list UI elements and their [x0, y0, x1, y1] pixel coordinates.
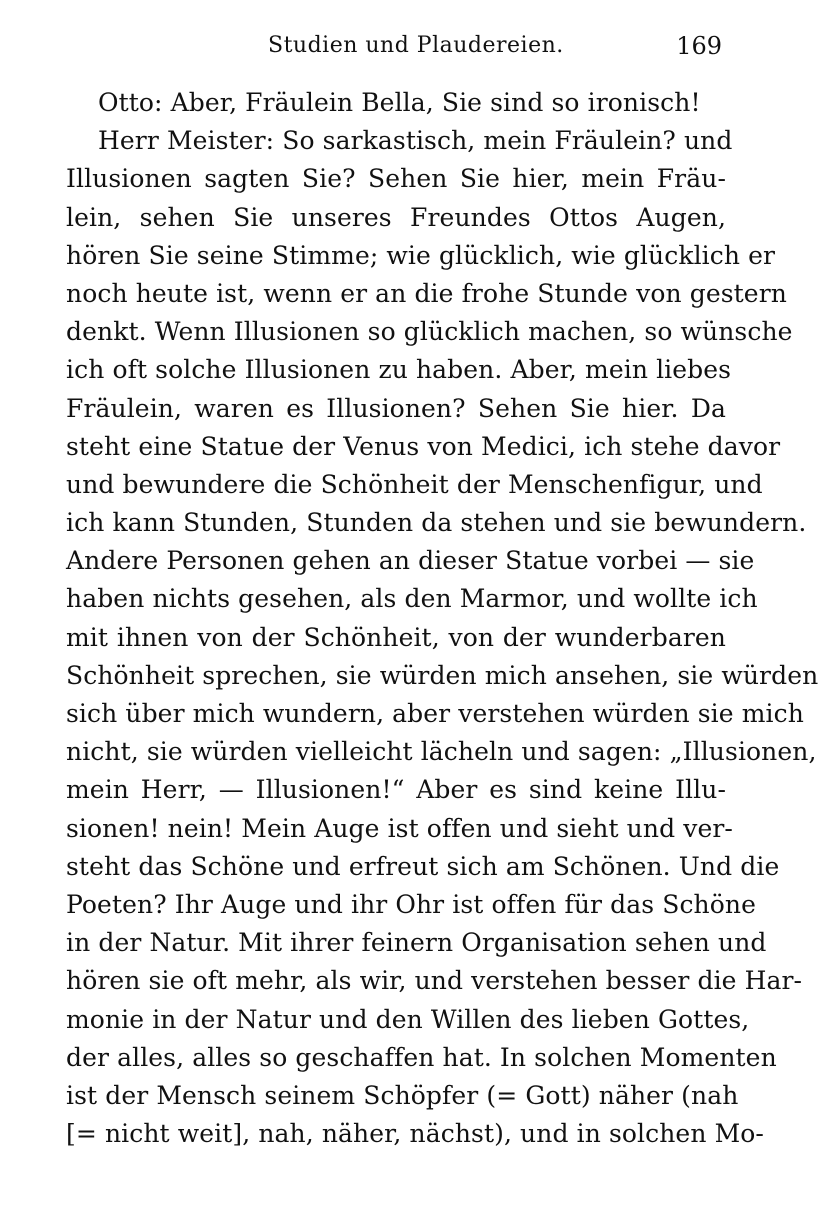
text-line: Fräulein, waren es Illusionen? Sehen Sie hier. Da: [66, 393, 726, 423]
text-line: ich oft solche Illusionen zu haben. Aber, mein liebes: [66, 355, 732, 385]
text-line: haben nichts gesehen, als den Marmor, und wollte ich: [66, 584, 758, 614]
text-line: der alles, alles so geschaffen hat. In solchen Momenten: [66, 1042, 777, 1072]
text-line: hören sie oft mehr, als wir, und verstehen besser die Har-: [66, 966, 803, 996]
body-text: [66, 84, 818, 1153]
text-line: Herr Meister: So sarkastisch, mein Fräulein? und: [98, 126, 733, 156]
page-number: 169: [676, 32, 722, 60]
text-line: denkt. Wenn Illusionen so glücklich machen, so wünsche: [66, 317, 793, 347]
text-line: Poeten? Ihr Auge und ihr Ohr ist offen für das Schöne: [66, 889, 756, 919]
text-line: Schönheit sprechen, sie würden mich ansehen, sie würden: [66, 660, 818, 690]
text-line: hören Sie seine Stimme; wie glücklich, wie glücklich er: [66, 240, 776, 270]
text-line: noch heute ist, wenn er an die frohe Stunde von gestern: [66, 278, 787, 308]
text-line: [= nicht weit], nah, näher, nächst), und in solchen Mo-: [66, 1119, 764, 1149]
text-line: Otto: Aber, Fräulein Bella, Sie sind so ironisch!: [98, 88, 701, 117]
text-line: in der Natur. Mit ihrer feinern Organisation sehen und: [66, 928, 767, 958]
text-line: mit ihnen von der Schönheit, von der wunderbaren: [66, 622, 726, 652]
text-line: und bewundere die Schönheit der Menschenfigur, und: [66, 469, 763, 499]
text-line: nicht, sie würden vielleicht lächeln und sagen: „Illusionen,: [66, 737, 817, 767]
text-line: lein, sehen Sie unseres Freundes Ottos Augen,: [66, 202, 726, 232]
text-line: mein Herr, — Illusionen!“ Aber es sind keine Illu-: [66, 775, 726, 805]
text-line: Andere Personen gehen an dieser Statue vorbei — sie: [66, 546, 755, 576]
text-line: sich über mich wundern, aber verstehen würden sie mich: [66, 699, 804, 728]
text-line: ich kann Stunden, Stunden da stehen und sie bewundern.: [66, 508, 807, 538]
text-line: sionen! nein! Mein Auge ist offen und sieht und ver-: [66, 813, 733, 843]
page-header: [0, 26, 794, 66]
text-line: steht das Schöne und erfreut sich am Schönen. Und die: [66, 851, 780, 881]
text-line: ist der Mensch seinem Schöpfer (= Gott) näher (nah: [66, 1080, 739, 1110]
text-line: Illusionen sagten Sie? Sehen Sie hier, mein Fräu-: [66, 164, 726, 194]
running-title: Studien und Plaudereien.: [268, 33, 564, 58]
text-line: monie in der Natur und den Willen des lieben Gottes,: [66, 1004, 750, 1034]
text-line: steht eine Statue der Venus von Medici, ich stehe davor: [66, 431, 781, 461]
